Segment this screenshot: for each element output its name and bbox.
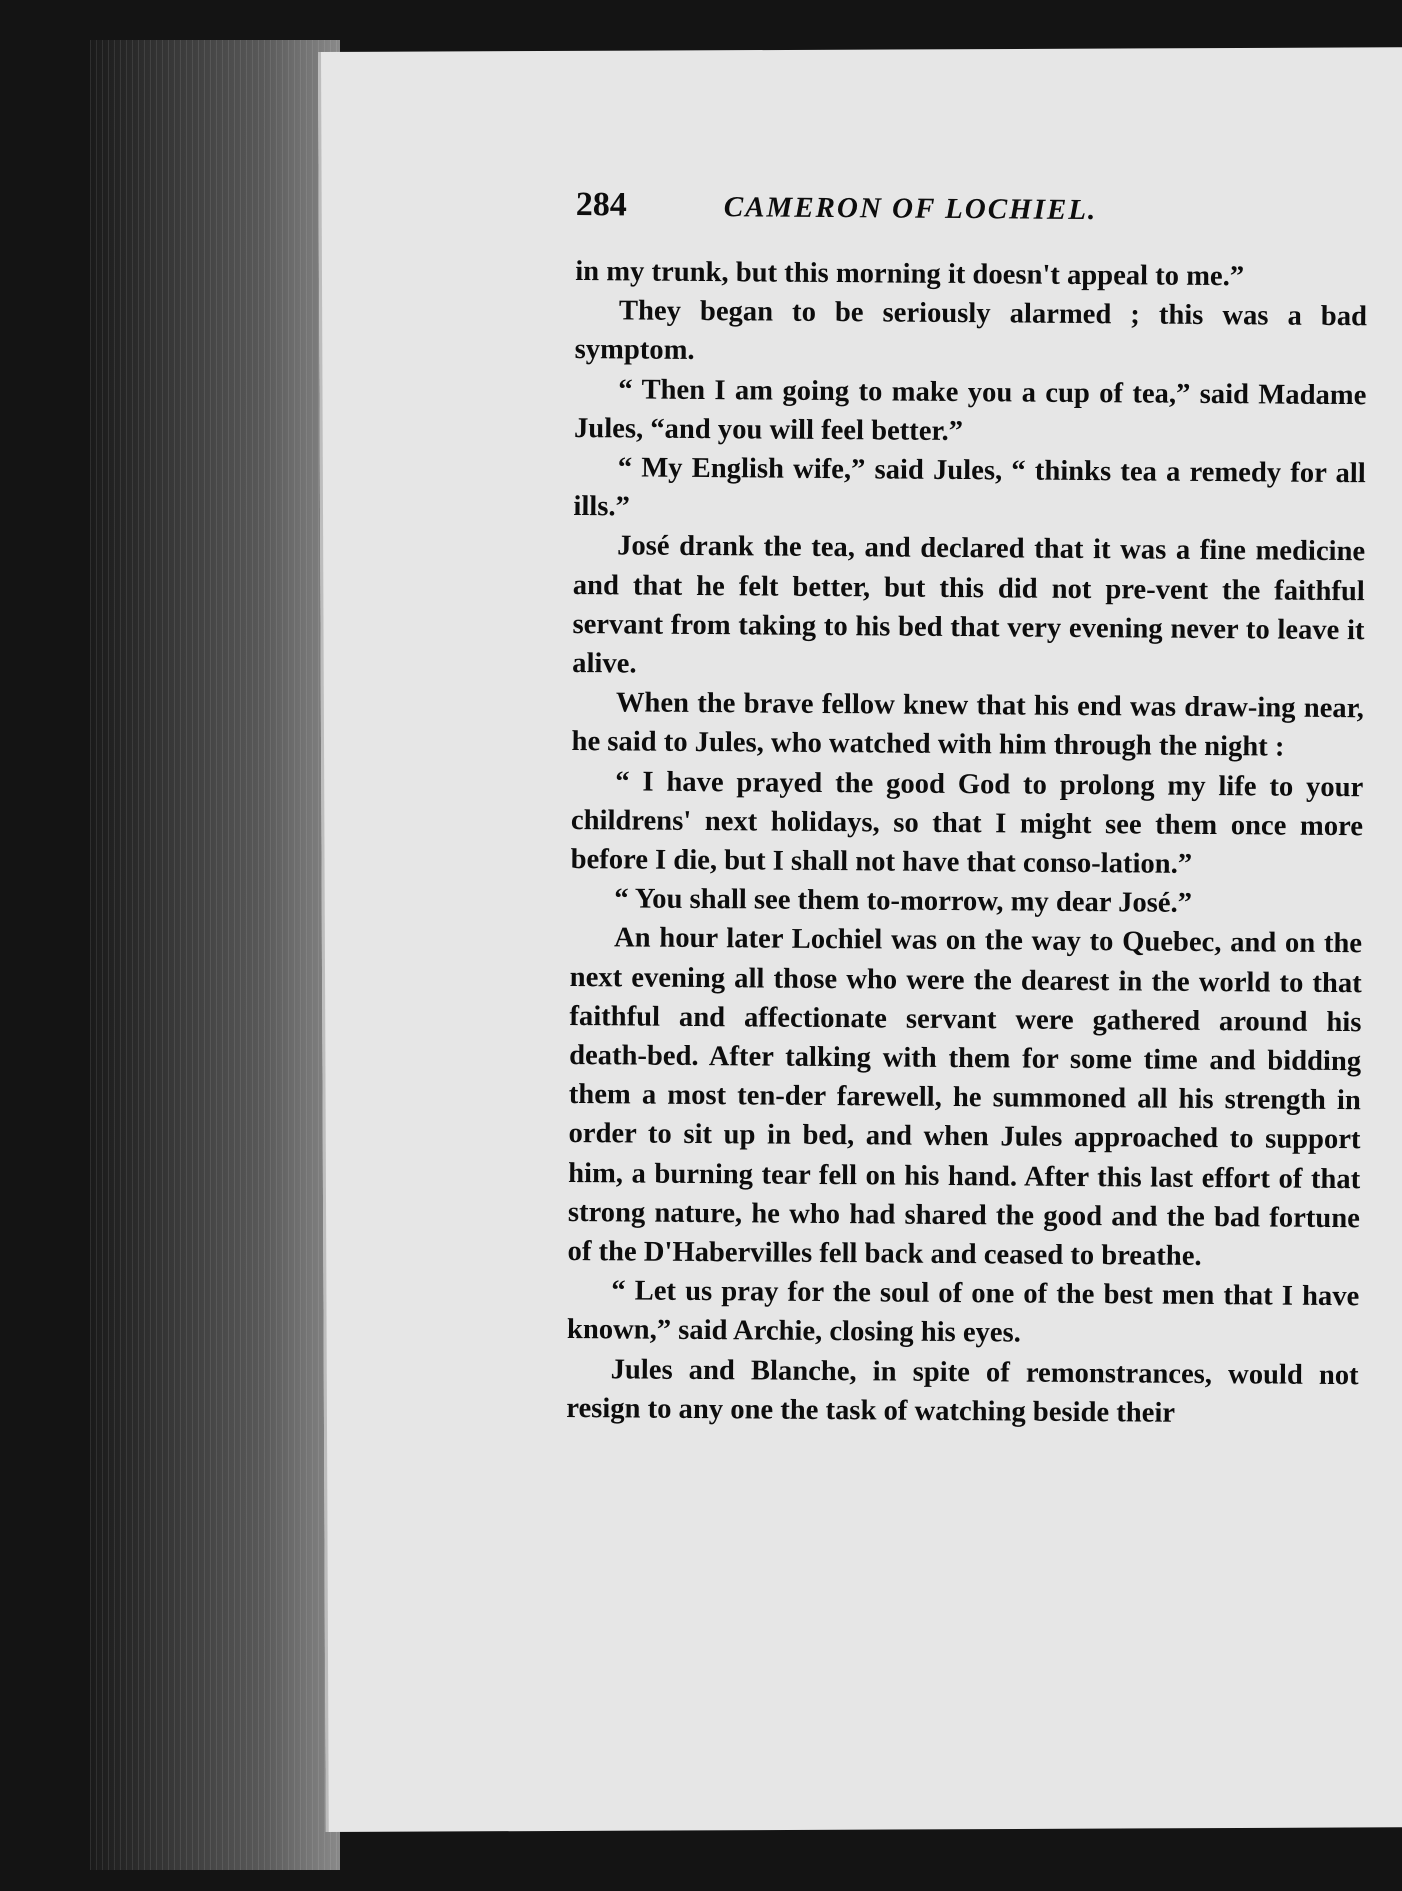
page-number: 284 bbox=[575, 185, 627, 224]
paragraph: José drank the tea, and declared that it was a fine medicine and that he felt better, but this did not pre-vent the faithful servant from taking to his bed that very evening never to leave it alive. bbox=[572, 530, 1366, 680]
paragraph: Jules and Blanche, in spite of remonstrances, would not resign to any one the task of watching beside their bbox=[566, 1353, 1359, 1429]
paragraph: “ Then I am going to make you a cup of tea,” said Madame Jules, “and you will feel better.” bbox=[573, 373, 1367, 447]
paragraph: They began to be seriously alarmed ; this was a bad symptom. bbox=[574, 295, 1368, 367]
paragraph: “ My English wife,” said Jules, “ thinks tea a remedy for all ills.” bbox=[573, 452, 1366, 523]
running-title: CAMERON OF LOCHIEL. bbox=[723, 191, 1098, 227]
paragraph: “ You shall see them to-morrow, my dear José.” bbox=[614, 883, 1193, 920]
running-head bbox=[576, 182, 1368, 236]
paragraph: When the brave fellow knew that his end was draw-ing near, he said to Jules, who watched with him through the night : bbox=[571, 687, 1365, 764]
paragraph: “ Let us pray for the soul of one of the best men that I have known,” said Archie, closing his eyes. bbox=[566, 1275, 1360, 1350]
book-page-edges bbox=[90, 40, 340, 1870]
paragraph: in my trunk, but this morning it doesn't appeal to me.” bbox=[575, 255, 1245, 293]
paragraph: An hour later Lochiel was on the way to Quebec, and on the next evening all those who were the dearest in the world to that faithful and affectionate servant were gathered around his death-bed. After talking with them for some time and bidding them a most ten-der farewell, he summoned all his strength in order to sit up in bed, and when Jules approached to support him, a burning tear fell on his hand. After this last effort of that strong nature, he who had shared the good and the bad fortune of the D'Habervilles fell back and ceased to breathe. bbox=[567, 922, 1363, 1273]
paragraph: “ I have prayed the good God to prolong my life to your childrens' next holidays, so that I might see them once more before I die, but I shall not have that conso-lation.” bbox=[570, 765, 1364, 880]
page-content bbox=[566, 182, 1368, 1434]
body-text bbox=[566, 252, 1367, 1434]
